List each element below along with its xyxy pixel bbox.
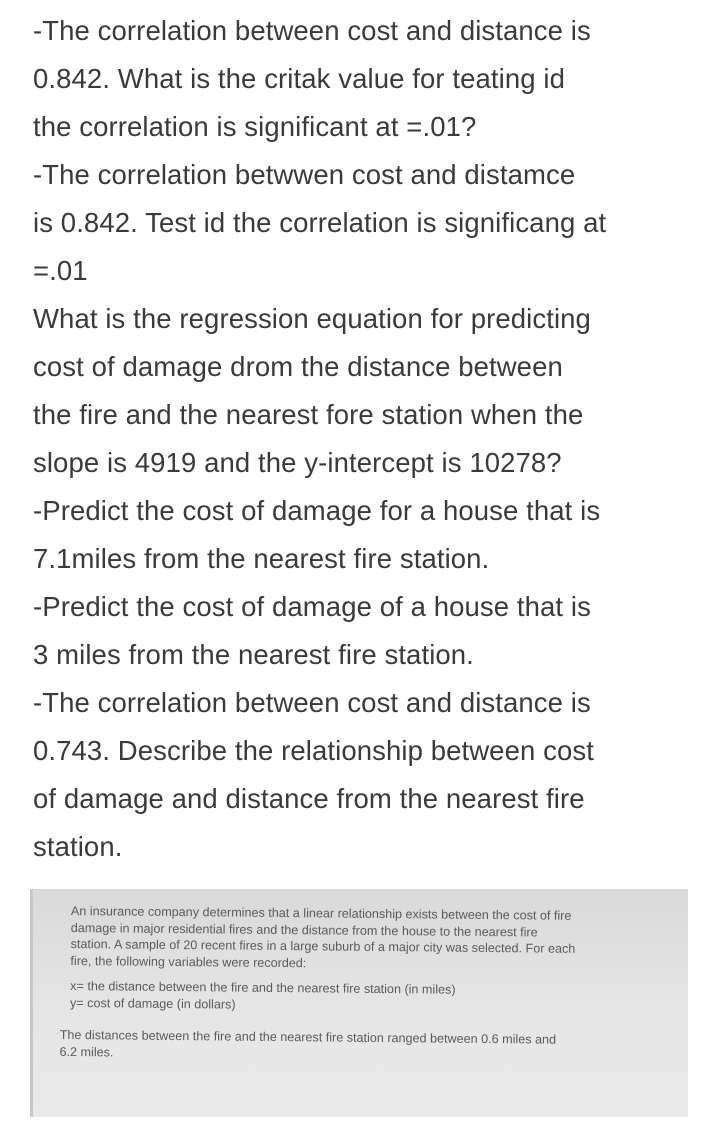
question-line: 0.743. Describe the relationship between cost — [33, 735, 594, 766]
question-line: of damage and distance from the nearest fire — [33, 783, 585, 814]
question-line: -Predict the cost of damage of a house that is — [33, 591, 591, 622]
question-line: =.01 — [33, 255, 88, 286]
question-line: is 0.842. Test id the correlation is significang at — [33, 207, 607, 238]
distance-line: The distances between the fire and the nearest fire station ranged between 0.6 miles and — [59, 1027, 557, 1047]
variable-x-definition: x= the distance between the fire and the nearest fire station (in miles) — [70, 978, 456, 997]
question-line: 3 miles from the nearest fire station. — [33, 639, 474, 670]
distance-range-paragraph — [59, 1027, 669, 1066]
distance-line: 6.2 miles. — [59, 1044, 114, 1059]
question-line: -The correlation betwwen cost and distamce — [33, 159, 576, 190]
question-line: the fire and the nearest fore station when the — [33, 399, 584, 430]
intro-line: station. A sample of 20 recent fires in a large suburb of a major city was selected. For each — [70, 936, 576, 956]
intro-line: damage in major residential fires and the distance from the house to the nearest fire — [70, 920, 538, 939]
question-line: cost of damage drom the distance between — [33, 351, 563, 382]
question-text — [33, 7, 703, 871]
question-line: What is the regression equation for predicting — [33, 303, 591, 334]
variable-y-definition: y= cost of damage (in dollars) — [69, 995, 236, 1012]
question-line: the correlation is significant at =.01? — [33, 111, 477, 142]
intro-line: fire, the following variables were recorded: — [70, 953, 307, 970]
question-line: 0.842. What is the critak value for teating id — [33, 63, 565, 94]
photo-text — [59, 903, 670, 1066]
question-line: slope is 4919 and the y-intercept is 10278? — [33, 447, 562, 478]
question-line: 7.1miles from the nearest fire station. — [33, 543, 490, 574]
problem-photo — [30, 889, 688, 1117]
intro-line: An insurance company determines that a linear relationship exists between the cost of fire — [70, 903, 572, 923]
question-line: -The correlation between cost and distance is — [33, 15, 591, 46]
question-line: station. — [33, 831, 123, 862]
question-line: -The correlation between cost and distance is — [33, 687, 591, 718]
question-line: -Predict the cost of damage for a house that is — [33, 495, 601, 526]
